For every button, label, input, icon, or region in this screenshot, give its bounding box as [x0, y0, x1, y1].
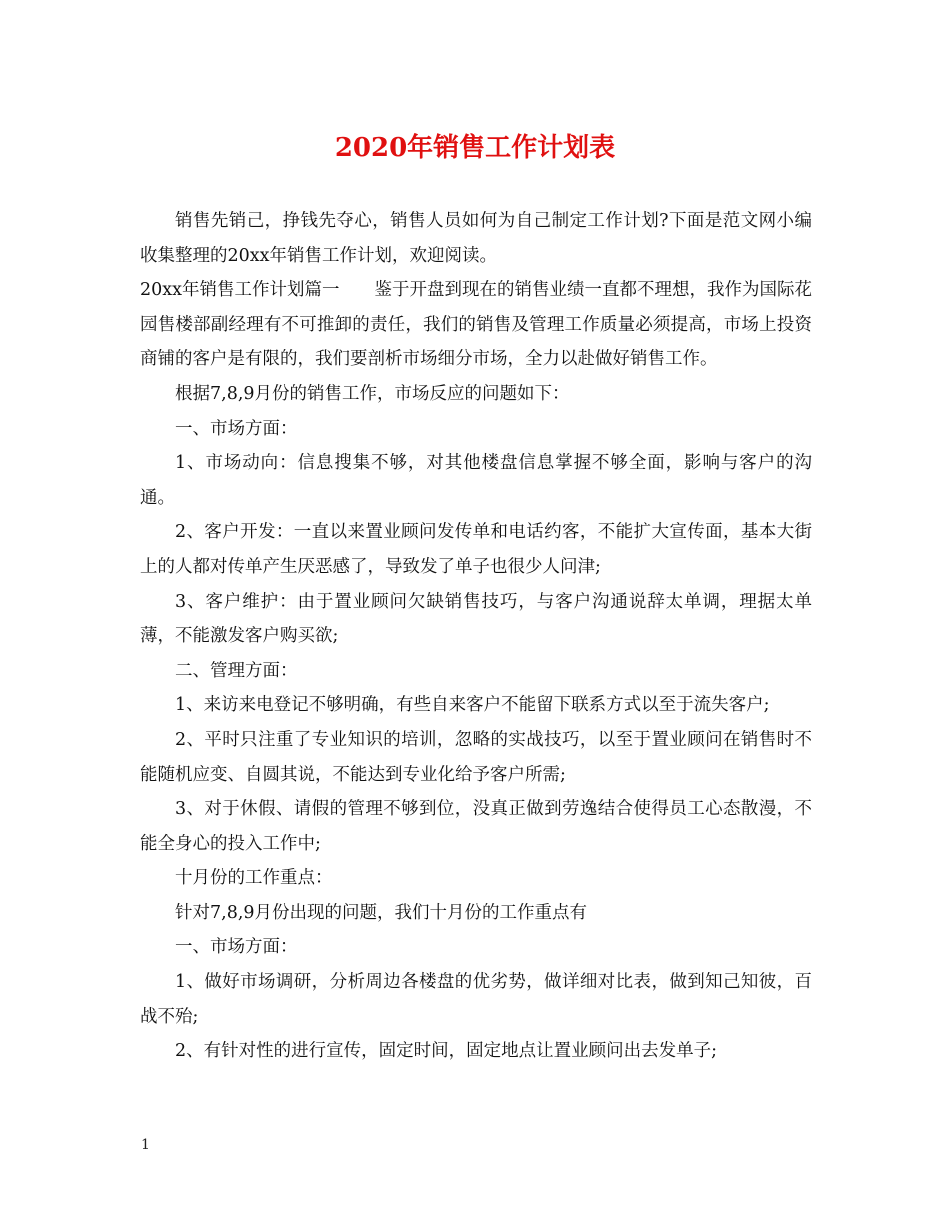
paragraph-october-intro: 针对7,8,9月份出现的问题，我们十月份的工作重点有 — [175, 902, 588, 923]
list-item-market-research: 1、做好市场调研，分析周边各楼盘的优劣势，做详细对比表，做到知己知彼，百战不殆; — [140, 972, 812, 1027]
page-number: 1 — [141, 1137, 150, 1153]
list-item-leave-management: 3、对于休假、请假的管理不够到位，没真正做到劳逸结合使得员工心态散漫，不能全身心的投入工作中; — [140, 799, 812, 854]
paragraph-problems-intro: 根据7,8,9月份的销售工作，市场反应的问题如下： — [175, 383, 570, 404]
paragraph-intro: 销售先销己，挣钱先夺心，销售人员如何为自己制定工作计划?下面是范文网小编收集整理的20xx年销售工作计划，欢迎阅读。 — [140, 211, 812, 266]
paragraph-plan-one: 20xx年销售工作计划篇一 鉴于开盘到现在的销售业绩一直都不理想，我作为国际花园售楼部副经理有不可推卸的责任，我们的销售及管理工作质量必须提高，市场上投资商铺的客户是有限的，我们要剖析市场细分市场，全力以赴做好销售工作。 — [140, 280, 813, 370]
list-item-targeted-promotion: 2、有针对性的进行宣传，固定时间，固定地点让置业顾问出去发单子; — [175, 1041, 718, 1062]
list-item-customer-maintenance: 3、客户维护：由于置业顾问欠缺销售技巧，与客户沟通说辞太单调，理据太单薄，不能激发客户购买欲; — [140, 591, 812, 647]
list-item-market-trend: 1、市场动向：信息搜集不够，对其他楼盘信息掌握不够全面，影响与客户的沟通。 — [140, 453, 812, 508]
list-item-visit-registration: 1、来访来电登记不够明确，有些自来客户不能留下联系方式以至于流失客户; — [175, 695, 770, 716]
list-item-customer-development: 2、客户开发：一直以来置业顾问发传单和电话约客，不能扩大宣传面，基本大街上的人都对传单产生厌恶感了，导致发了单子也很少人问津; — [140, 522, 812, 577]
document-body — [140, 204, 812, 1069]
section-heading-october-focus: 十月份的工作重点： — [175, 868, 333, 889]
list-item-training: 2、平时只注重了专业知识的培训，忽略的实战技巧，以至于置业顾问在销售时不能随机应变、自圆其说，不能达到专业化给予客户所需; — [140, 729, 812, 785]
section-heading-management: 二、管理方面： — [175, 660, 298, 681]
document-title: 2020年销售工作计划表 — [334, 133, 616, 163]
section-heading-market-2: 一、市场方面： — [175, 937, 298, 958]
section-heading-market: 一、市场方面： — [175, 418, 298, 439]
